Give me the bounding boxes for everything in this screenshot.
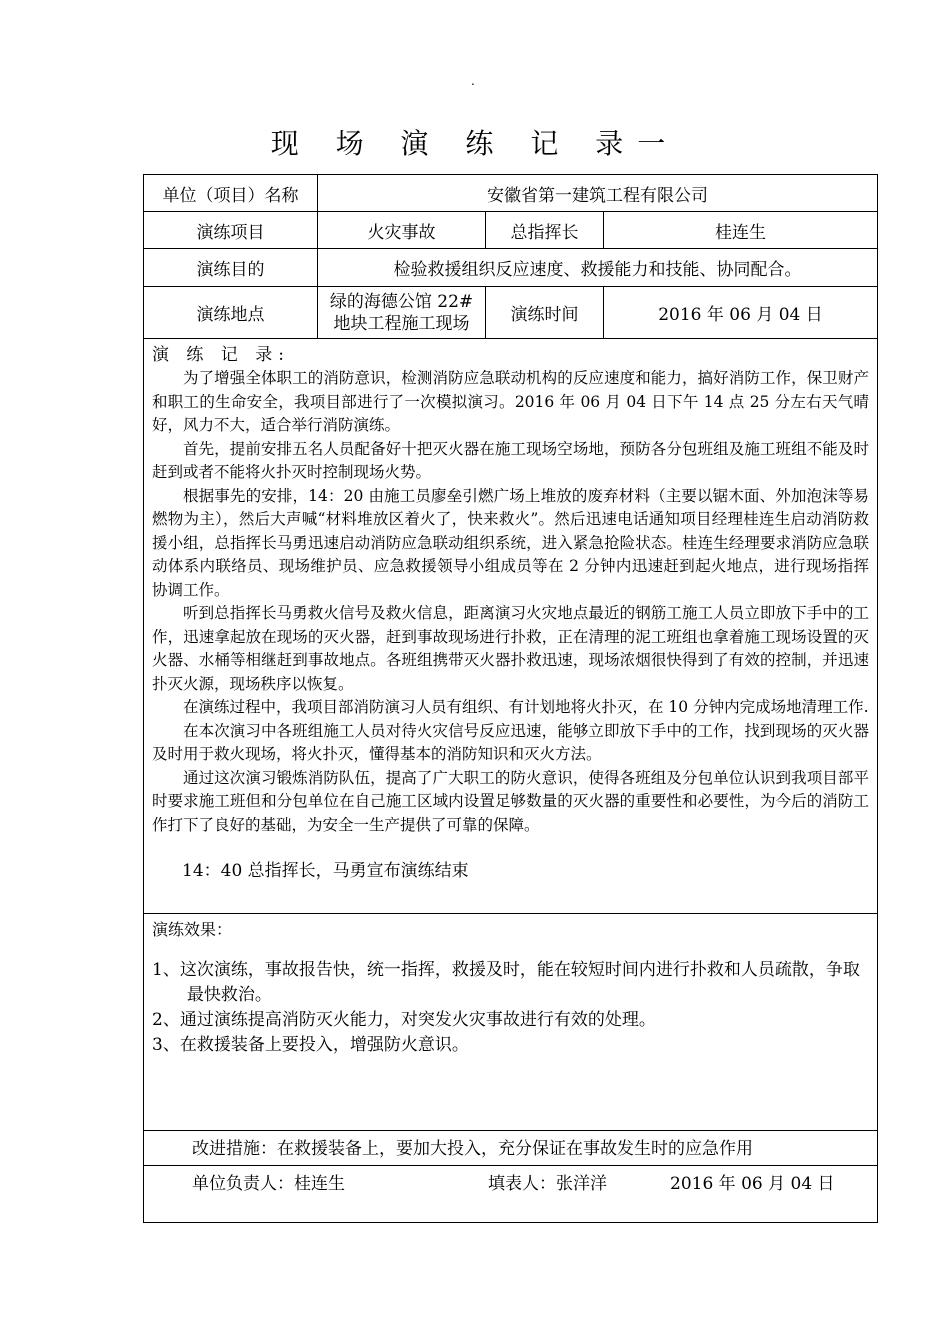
drill-item-value: 火灾事故 — [318, 212, 486, 249]
sign-date: 2016 年 06 月 04 日 — [670, 1174, 835, 1194]
location-value — [318, 287, 486, 339]
effects-heading: 演练效果： — [152, 920, 233, 939]
record-paragraph: 首先，提前安排五名人员配备好十把灭火器在施工现场空场地，预防各分包班组及施工班组不能及时赶到或者不能将火扑灭时控制现场火势。 — [152, 439, 869, 481]
unit-name-value: 安徽省第一建筑工程有限公司 — [318, 175, 878, 212]
effects-section — [144, 914, 878, 1131]
record-heading: 演 练 记 录: — [152, 345, 290, 365]
signature-row — [144, 1166, 877, 1222]
time-value: 2016 年 06 月 04 日 — [604, 287, 878, 339]
improvement-measures: 改进措施：在救援装备上，要加大投入，充分保证在事故发生时的应急作用 — [144, 1131, 877, 1166]
effect-item: 1、这次演练，事故报告快，统一指挥，救援及时，能在较短时间内进行扑救和人员疏散，争取最快救治。 — [152, 960, 860, 1005]
effect-item: 3、在救援装备上要投入，增强防火意识。 — [152, 1035, 469, 1055]
record-paragraph: 根据事先的安排，14：20 由施工员廖垒引燃广场上堆放的废弃材料（主要以锯木面、外加泡沫等易燃物为主），然后大声喊“材料堆放区着火了，快来救火”。然后迅速电话通知项目经理桂连生启动消防救援小组，总指挥长马勇迅速启动消防应急联动组织系统，进入紧急抢险状态。桂连生经理要求消防应急联动体系内联络员、现场维护员、应急救援领导小组成员等在 2 分钟内迅速赶到起火地点，进行现场指挥协调工作。 — [152, 486, 869, 599]
form-filler: 填表人：张洋洋 — [488, 1174, 607, 1194]
responsible-person: 单位负责人：桂连生 — [192, 1174, 345, 1194]
record-paragraph: 为了增强全体职工的消防意识，检测消防应急联动机构的反应速度和能力，搞好消防工作，保卫财产和职工的生命安全，我项目部进行了一次模拟演习。2016 年 06 月 04 日下午 14 点 25 分左右天气晴好，风力不大，适合举行消防演练。 — [152, 369, 869, 434]
record-section — [144, 339, 878, 914]
record-paragraph: 在演练过程中，我项目部消防演习人员有组织、有计划地将火扑灭，在 10 分钟内完成场地清理工作. — [183, 698, 869, 716]
record-paragraph: 在本次演习中各班组施工人员对待火灾信号反应迅速，能够立即放下手中的工作，找到现场的灭火器及时用于救火现场，将火扑灭，懂得基本的消防知识和灭火方法。 — [152, 721, 869, 763]
effect-item: 2、通过演练提高消防灭火能力，对突发火灾事故进行有效的处理。 — [152, 1010, 656, 1030]
commander-value: 桂连生 — [604, 212, 878, 249]
record-paragraph: 通过这次演习锻炼消防队伍，提高了广大职工的防火意识，使得各班组及分包单位认识到我项目部平时要求施工班但和分包单位在自己施工区域内设置足够数量的灭火器的重要性和必要性，为今后的消防工作打下了良好的基础，为安全一生产提供了可靠的保障。 — [152, 768, 869, 834]
unit-name-label: 单位（项目）名称 — [144, 175, 318, 212]
purpose-value: 检验救援组织反应速度、救援能力和技能、协同配合。 — [318, 249, 878, 287]
page-title: 现 场 演 练 记 录一 — [270, 127, 680, 160]
record-paragraph: 听到总指挥长马勇救火信号及救火信息，距离演习火灾地点最近的钢筋工施工人员立即放下手中的工作，迅速拿起放在现场的灭火器，赶到事故现场进行扑救，正在清理的泥工班组也拿着施工现场设置的灭火器、水桶等相继赶到事故地点。各班组携带灭火器扑救迅速，现场浓烟很快得到了有效的控制，并迅速扑灭火源，现场秩序以恢复。 — [152, 604, 869, 693]
drill-end-line: 14：40 总指挥长，马勇宣布演练结束 — [182, 861, 469, 881]
purpose-label: 演练目的 — [144, 249, 318, 287]
record-body — [152, 367, 869, 837]
location-value-line2: 地块工程施工现场 — [333, 313, 470, 334]
commander-label: 总指挥长 — [486, 212, 604, 249]
header-mark: . — [471, 74, 475, 88]
time-label: 演练时间 — [486, 287, 604, 339]
drill-item-label: 演练项目 — [144, 212, 318, 249]
footer-section — [144, 1131, 878, 1223]
location-label: 演练地点 — [144, 287, 318, 339]
drill-record-table — [143, 174, 878, 1223]
location-value-line1: 绿的海德公馆 22# — [329, 291, 474, 312]
